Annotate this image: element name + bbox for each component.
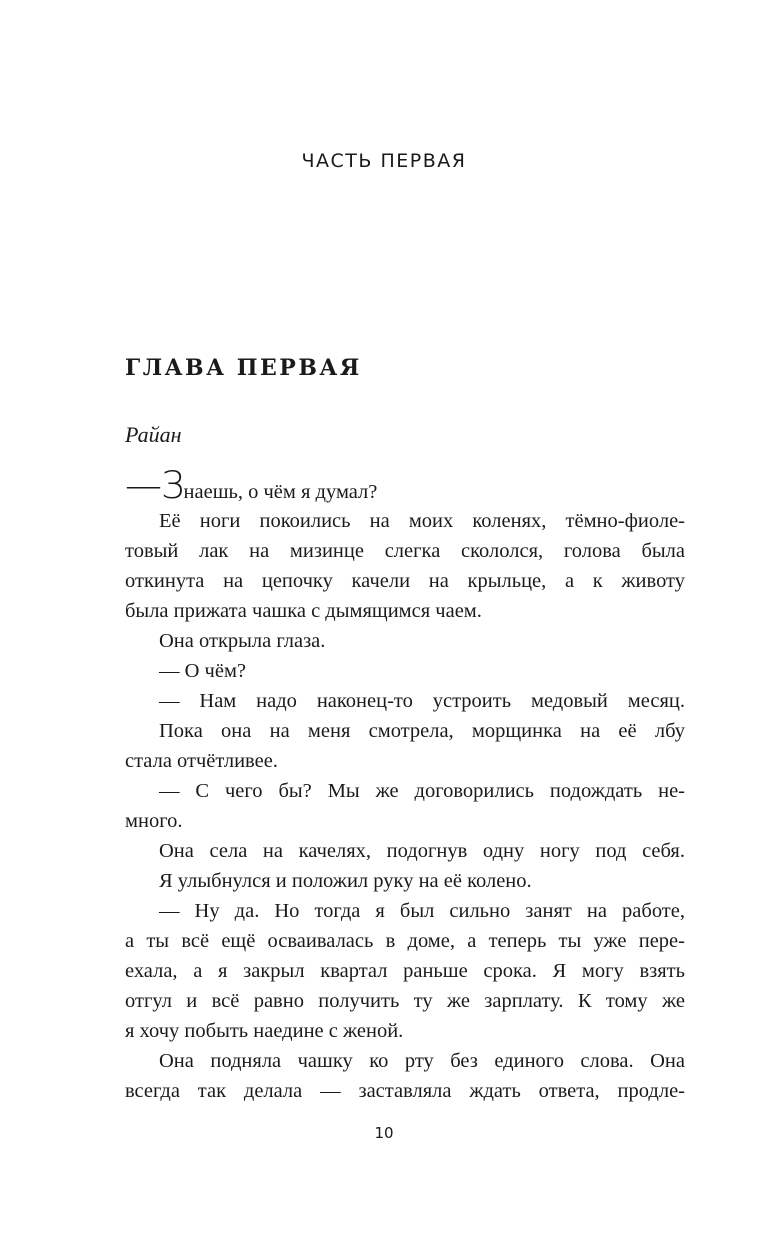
drop-cap: —З xyxy=(125,464,184,507)
text-line: Она открыла глаза. xyxy=(159,630,326,652)
text-line: много. xyxy=(125,810,183,832)
part-title: ЧАСТЬ ПЕРВАЯ xyxy=(301,150,467,172)
text-line: Пока она на меня смотрела, морщинка на её лбу xyxy=(159,720,685,742)
opening-line xyxy=(125,466,685,506)
text-line: Она подняла чашку ко рту без единого слова. Она xyxy=(159,1050,685,1072)
body-text xyxy=(125,466,685,1106)
opening-line-text: наешь, о чём я думал? xyxy=(183,481,378,503)
text-line: Её ноги покоились на моих коленях, тёмно-фиоле- xyxy=(159,510,685,532)
narrator-heading: Райан xyxy=(125,422,182,447)
text-line: откинута на цепочку качели на крыльце, а к животу xyxy=(125,570,685,592)
text-line: всегда так делала — заставляла ждать ответа, продле- xyxy=(125,1080,685,1102)
text-line: стала отчётливее. xyxy=(125,750,278,772)
text-line: — С чего бы? Мы же договорились подождать не- xyxy=(159,780,685,802)
text-line: — Нам надо наконец-то устроить медовый месяц. xyxy=(159,690,685,712)
text-line: — О чём? xyxy=(159,660,247,682)
text-line: товый лак на мизинце слегка скололся, голова была xyxy=(125,540,685,562)
text-line: Я улыбнулся и положил руку на её колено. xyxy=(159,870,532,892)
text-line: была прижата чашка с дымящимся чаем. xyxy=(125,600,482,622)
text-line: а ты всё ещё осваивалась в доме, а теперь ты уже пере- xyxy=(125,930,685,952)
text-line: ехала, а я закрыл квартал раньше срока. Я могу взять xyxy=(125,960,685,982)
text-line: я хочу побыть наедине с женой. xyxy=(125,1020,404,1042)
text-line: отгул и всё равно получить ту же зарплату. К тому же xyxy=(125,990,685,1012)
chapter-title: ГЛАВА ПЕРВАЯ xyxy=(125,355,362,381)
text-line: — Ну да. Но тогда я был сильно занят на работе, xyxy=(159,900,685,922)
text-line: Она села на качелях, подогнув одну ногу под себя. xyxy=(159,840,685,862)
page-number: 10 xyxy=(374,1124,394,1142)
